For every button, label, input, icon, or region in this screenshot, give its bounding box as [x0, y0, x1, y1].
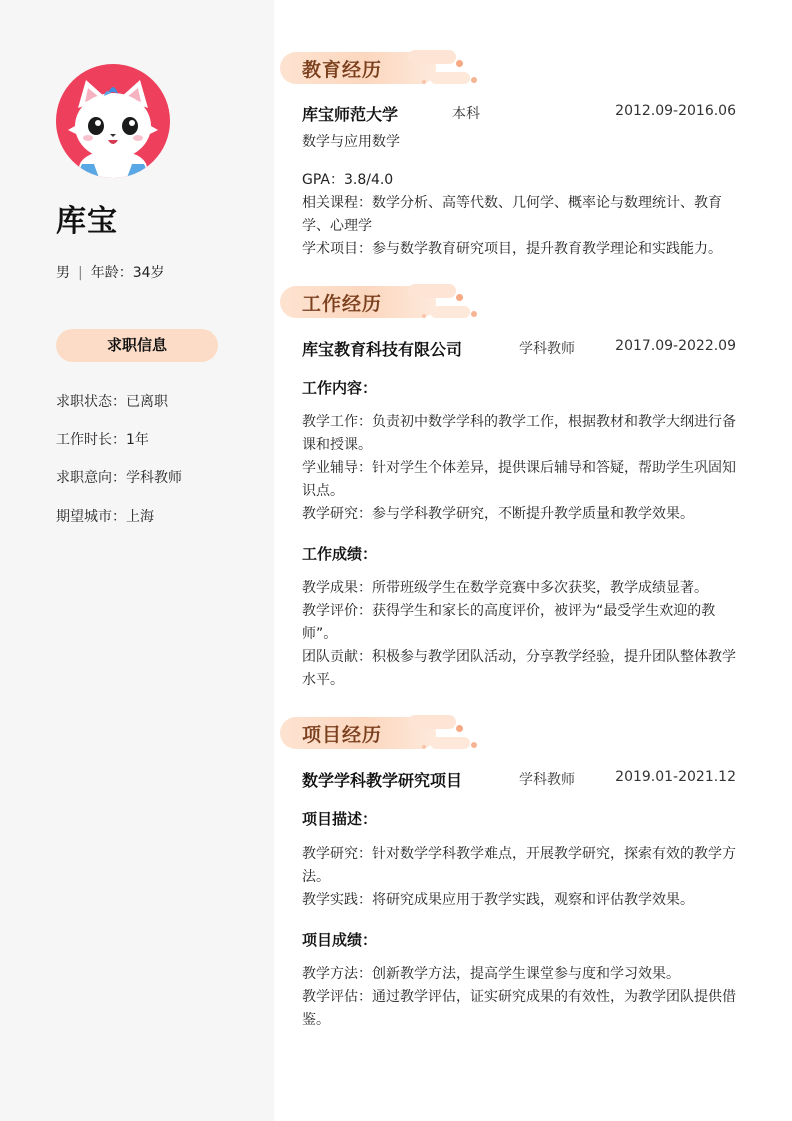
project-result-item: 教学方法：创新教学方法，提高学生课堂参与度和学习效果。	[302, 966, 680, 982]
basic-info	[56, 262, 165, 282]
work-result-item: 教学评价：获得学生和家长的高度评价，被评为“最受学生欢迎的教师”。	[302, 603, 716, 642]
project-desc-item: 教学研究：针对数学学科教学难点，开展教学研究，探索有效的教学方法。	[302, 846, 736, 885]
project-desc	[302, 843, 738, 912]
sidebar	[0, 0, 274, 1121]
gender: 男	[56, 265, 70, 281]
job-intent-heading: 求职信息	[56, 329, 218, 362]
education-section-header	[280, 50, 480, 86]
work-period: 2017.09-2022.09	[615, 338, 736, 354]
project-results-title: 项目成绩：	[302, 931, 378, 949]
project-name: 数学学科教学研究项目	[302, 771, 463, 790]
job-target: 求职意向：学科教师	[56, 470, 182, 486]
project-period: 2019.01-2021.12	[615, 769, 736, 785]
gpa: GPA：3.8/4.0	[302, 172, 394, 188]
work-duration: 工作时长：1年	[56, 432, 149, 448]
major: 数学与应用数学	[302, 134, 400, 150]
degree: 本科	[452, 106, 480, 122]
avatar	[56, 64, 170, 178]
project-section-header	[280, 715, 480, 751]
project-desc-title: 项目描述：	[302, 810, 378, 828]
work-content	[302, 411, 738, 526]
project-results	[302, 963, 738, 1032]
project-heading: 项目经历	[302, 724, 383, 746]
work-heading: 工作经历	[302, 293, 383, 315]
project-desc-item: 教学实践：将研究成果应用于教学实践，观察和评估教学效果。	[302, 892, 694, 908]
cat-mascot-icon	[56, 64, 170, 178]
age: 年龄：34岁	[90, 265, 165, 281]
education-period: 2012.09-2016.06	[615, 103, 736, 119]
work-content-item: 教学研究：参与学科教学研究，不断提升教学质量和教学效果。	[302, 506, 694, 522]
work-result-item: 团队贡献：积极参与教学团队活动，分享教学经验，提升团队整体教学水平。	[302, 649, 736, 688]
school-name: 库宝师范大学	[302, 105, 399, 124]
work-content-item: 教学工作：负责初中数学学科的教学工作，根据教材和教学大纲进行备课和授课。	[302, 414, 736, 453]
academic-project: 学术项目：参与数学教育研究项目，提升教育教学理论和实践能力。	[302, 241, 722, 257]
courses: 相关课程：数学分析、高等代数、几何学、概率论与数理统计、教育学、心理学	[302, 195, 722, 234]
work-result-item: 教学成果：所带班级学生在数学竞赛中多次获奖，教学成绩显著。	[302, 580, 708, 596]
education-heading: 教育经历	[302, 59, 383, 81]
education-details	[302, 169, 738, 261]
expected-city: 期望城市：上海	[56, 509, 154, 525]
project-role: 学科教师	[519, 772, 575, 788]
company-name: 库宝教育科技有限公司	[302, 340, 463, 359]
work-role: 学科教师	[519, 341, 575, 357]
job-status: 求职状态：已离职	[56, 394, 168, 410]
work-results	[302, 577, 738, 692]
work-results-title: 工作成绩：	[302, 545, 378, 563]
info-separator: |	[78, 265, 83, 281]
work-content-item: 学业辅导：针对学生个体差异，提供课后辅导和答疑，帮助学生巩固知识点。	[302, 460, 736, 499]
work-section-header	[280, 284, 480, 320]
project-result-item: 教学评估：通过教学评估，证实研究成果的有效性，为教学团队提供借鉴。	[302, 989, 736, 1028]
candidate-name: 库宝	[56, 204, 118, 239]
work-content-title: 工作内容：	[302, 379, 378, 397]
